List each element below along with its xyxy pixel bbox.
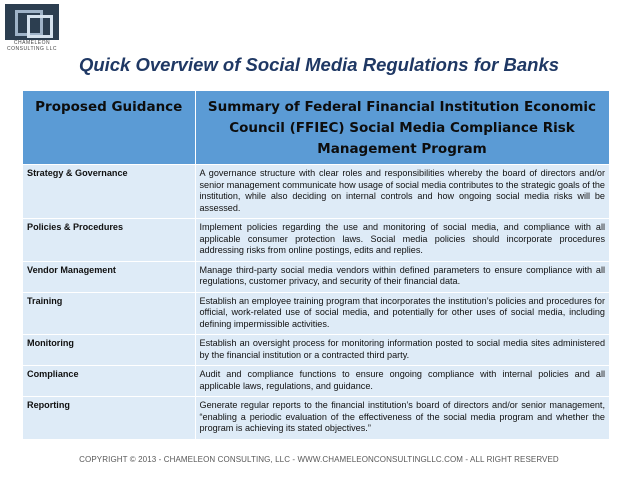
logo-text-line2: CONSULTING LLC	[7, 46, 57, 52]
row-description: Audit and compliance functions to ensure ongoing compliance with internal policies and all applicable laws, regulations, and guidance.	[195, 366, 609, 397]
row-label: Strategy & Governance	[23, 165, 195, 219]
row-description: Establish an oversight process for monitoring information posted to social media sites administered by the financial institution or a contracted third party.	[195, 335, 609, 366]
row-description: A governance structure with clear roles and responsibilities whereby the board of directors and/or senior management communicate how usage of social media contributes to the strategic goals of the institution, while also deciding on internal controls and how ongoing social media risks will be assessed.	[195, 165, 609, 219]
table-header-row	[23, 91, 609, 165]
logo-mark	[5, 4, 59, 40]
logo-text-line1: CHAMELEON	[13, 40, 51, 46]
regulations-table	[23, 91, 610, 439]
table-row	[23, 261, 609, 292]
row-description: Generate regular reports to the financial institution’s board of directors and/or senior management, “enabling a periodic evaluation of the effectiveness of the social media program and whether the program is achieving its stated objectives.”	[195, 397, 609, 439]
row-label: Monitoring	[23, 335, 195, 366]
column-header-summary: Summary of Federal Financial Institution Economic Council (FFIEC) Social Media Compliance Risk Management Program	[195, 91, 609, 165]
row-description: Establish an employee training program that incorporates the institution’s policies and procedures for official, work-related use of social media, and potentially for other uses of social media, including defining impermissible activities.	[195, 292, 609, 335]
table-row	[23, 292, 609, 335]
copyright-footer: COPYRIGHT © 2013 - CHAMELEON CONSULTING, LLC - WWW.CHAMELEONCONSULTINGLLC.COM - ALL RIGHT RESERVED	[79, 455, 559, 464]
table-row	[23, 219, 609, 262]
row-label: Policies & Procedures	[23, 219, 195, 262]
company-logo	[5, 4, 59, 52]
row-label: Vendor Management	[23, 261, 195, 292]
table-row	[23, 165, 609, 219]
row-label: Reporting	[23, 397, 195, 439]
row-description: Implement policies regarding the use and monitoring of social media, and compliance with all applicable consumer protection laws. Social media policies should incorporate procedures addressing risks from online postings, edits and replies.	[195, 219, 609, 262]
table-row	[23, 366, 609, 397]
row-description: Manage third-party social media vendors within defined parameters to ensure compliance with all regulations, customer privacy, and security of their financial data.	[195, 261, 609, 292]
row-label: Training	[23, 292, 195, 335]
table-row	[23, 397, 609, 439]
table-row	[23, 335, 609, 366]
row-label: Compliance	[23, 366, 195, 397]
column-header-guidance: Proposed Guidance	[23, 91, 195, 165]
page-title: Quick Overview of Social Media Regulations for Banks	[78, 54, 560, 75]
